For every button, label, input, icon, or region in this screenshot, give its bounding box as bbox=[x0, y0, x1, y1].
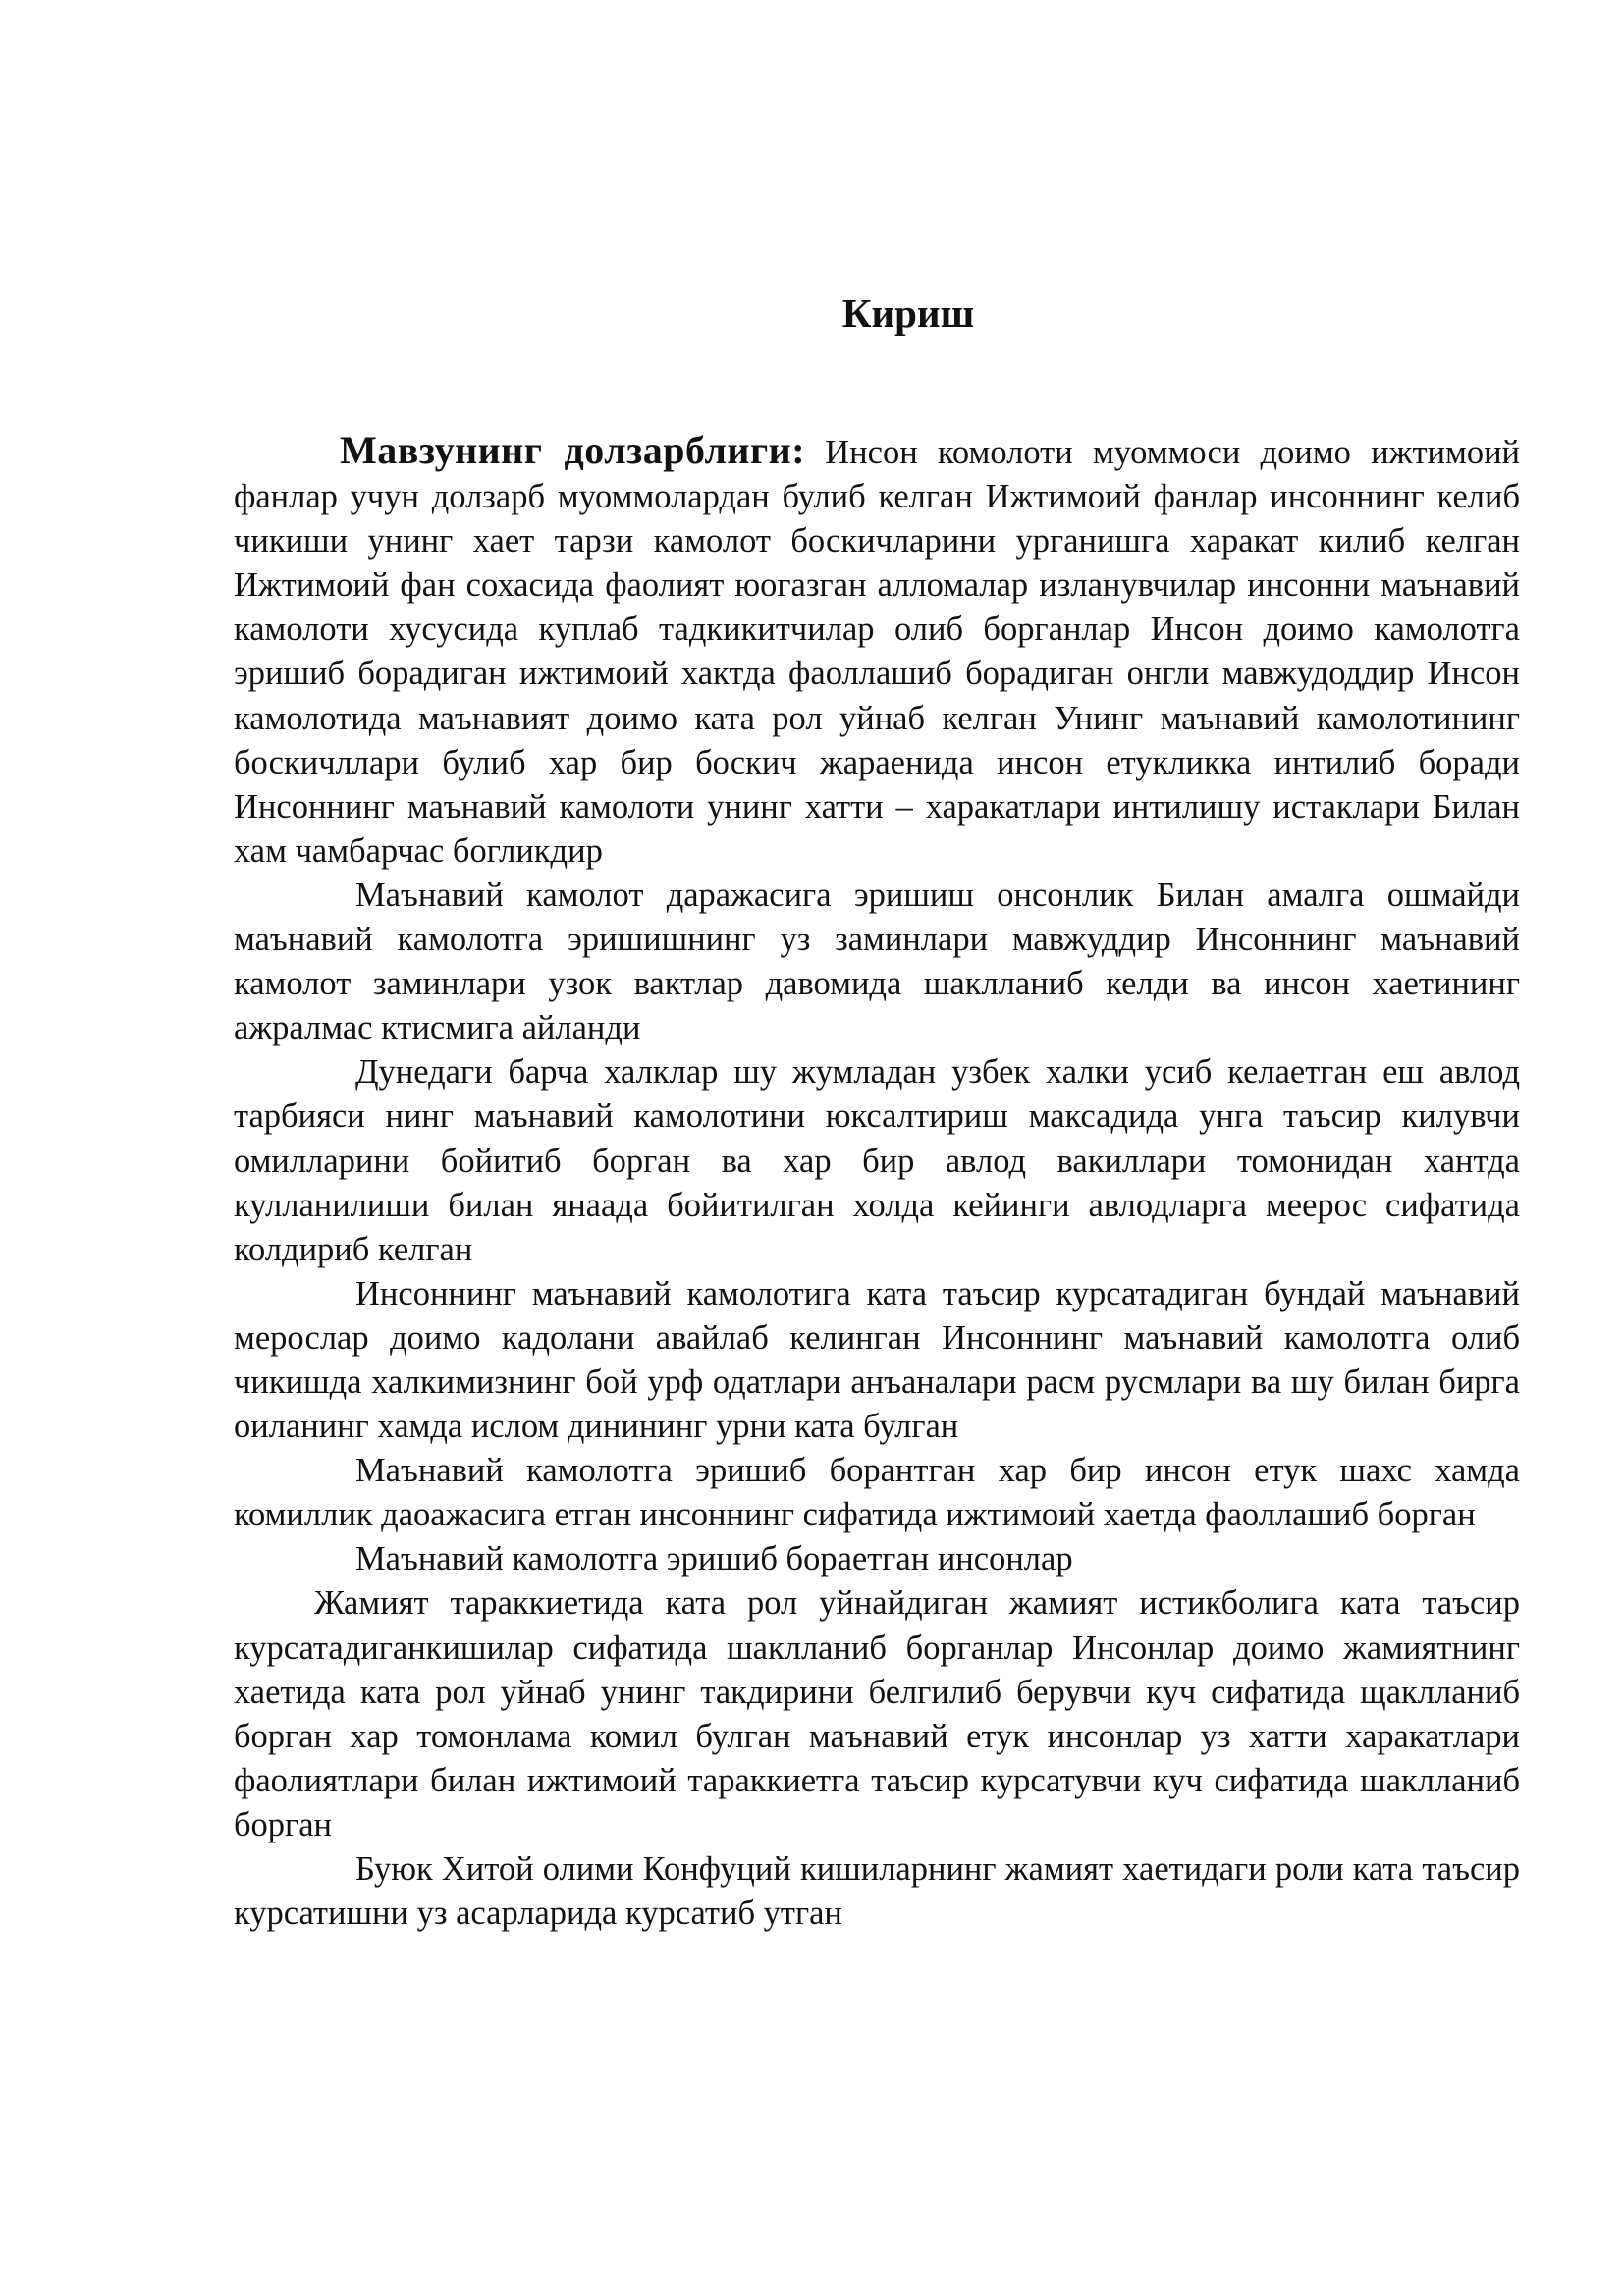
paragraph: Буюк Хитой олими Конфуций кишиларнинг жамият хаетидаги роли ката таъсир курсатишни уз асарларида курсатиб утган bbox=[234, 1850, 1520, 1933]
paragraph: Жамият тараккиетида ката рол уйнайдиган жамият истикболига ката таъсир курсатадиганкишилар сифатида шаклланиб борганлар Инсонлар доимо жамиятнинг хаетида ката рол уйнаб унинг такдирини белгилиб берувчи куч сифатида щаклланиб борган хар томонлама комил булган маънавий етук инсонлар уз хатти харакатлари фаолиятлари билан ижтимоий тараккиетга таъсир курсатувчи куч сифатида шаклланиб борган bbox=[234, 1584, 1520, 1843]
paragraph: Дунедаги барча халклар шу жумладан узбек халки усиб келаетган еш авлод тарбияси нинг маънавий камолотини юксалтириш максадида унга таъсир килувчи омилларини бойитиб борган ва хар бир авлод вакиллари томонидан хантда кулланилиши билан янаада бойитилган холда кейинги авлодларга меерос сифатида колдириб келган bbox=[234, 1053, 1520, 1268]
document-body bbox=[234, 428, 1520, 1936]
paragraph-relevance bbox=[234, 428, 1520, 874]
page-title: Кириш bbox=[841, 291, 975, 336]
paragraph: Инсоннинг маънавий камолотига ката таъсир курсатадиган бундай маънавий мерослар доимо кадолани авайлаб келинган Инсоннинг маънавий камолотга олиб чикишда халкимизнинг бой урф одатлари анъаналари расм русмлари ва шу билан бирга оиланинг хамда ислом динининг урни ката булган bbox=[234, 1274, 1520, 1446]
relevance-text: Инсон комолоти муоммоси доимо ижтимоий фанлар учун долзарб муоммолардан булиб келган Ижтимоий фанлар инсоннинг келиб чикиши унинг хает тарзи камолот боскичларини урганишга харакат килиб келган Ижтимоий фан сохасида фаолият юогазган алломалар изланувчилар инсонни маънавий камолоти хусусида куплаб тадкикитчилар олиб борганлар Инсон доимо камолотга эришиб борадиган ижтимоий хактда фаоллашиб борадиган онгли мавжудоддир Инсон камолотида маънавият доимо ката рол уйнаб келган Унинг маънавий камолотининг боскичллари булиб хар бир боскич жараенида инсон етукликка интилиб боради Инсоннинг маънавий камолоти унинг хатти – харакатлари интилишу истаклари Билан хам чамбарчас богликдир bbox=[234, 434, 1520, 870]
relevance-heading: Мавзунинг долзарблиги: bbox=[340, 428, 806, 472]
paragraph: Маънавий камолот даражасига эришиш онсонлик Билан амалга ошмайди маънавий камолотга эришишнинг уз заминлари мавжуддир Инсоннинг маънавий камолот заминлари узок вактлар давомида шаклланиб келди ва инсон хаетининг ажралмас ктисмига айланди bbox=[234, 876, 1520, 1047]
paragraph: Маънавий камолотга эришиб борантган хар бир инсон етук шахс хамда комиллик даоажасига етган инсоннинг сифатида ижтимоий хаетда фаоллашиб борган bbox=[234, 1452, 1520, 1534]
paragraph: Маънавий камолотга эришиб бораетган инсонлар bbox=[355, 1540, 1073, 1578]
